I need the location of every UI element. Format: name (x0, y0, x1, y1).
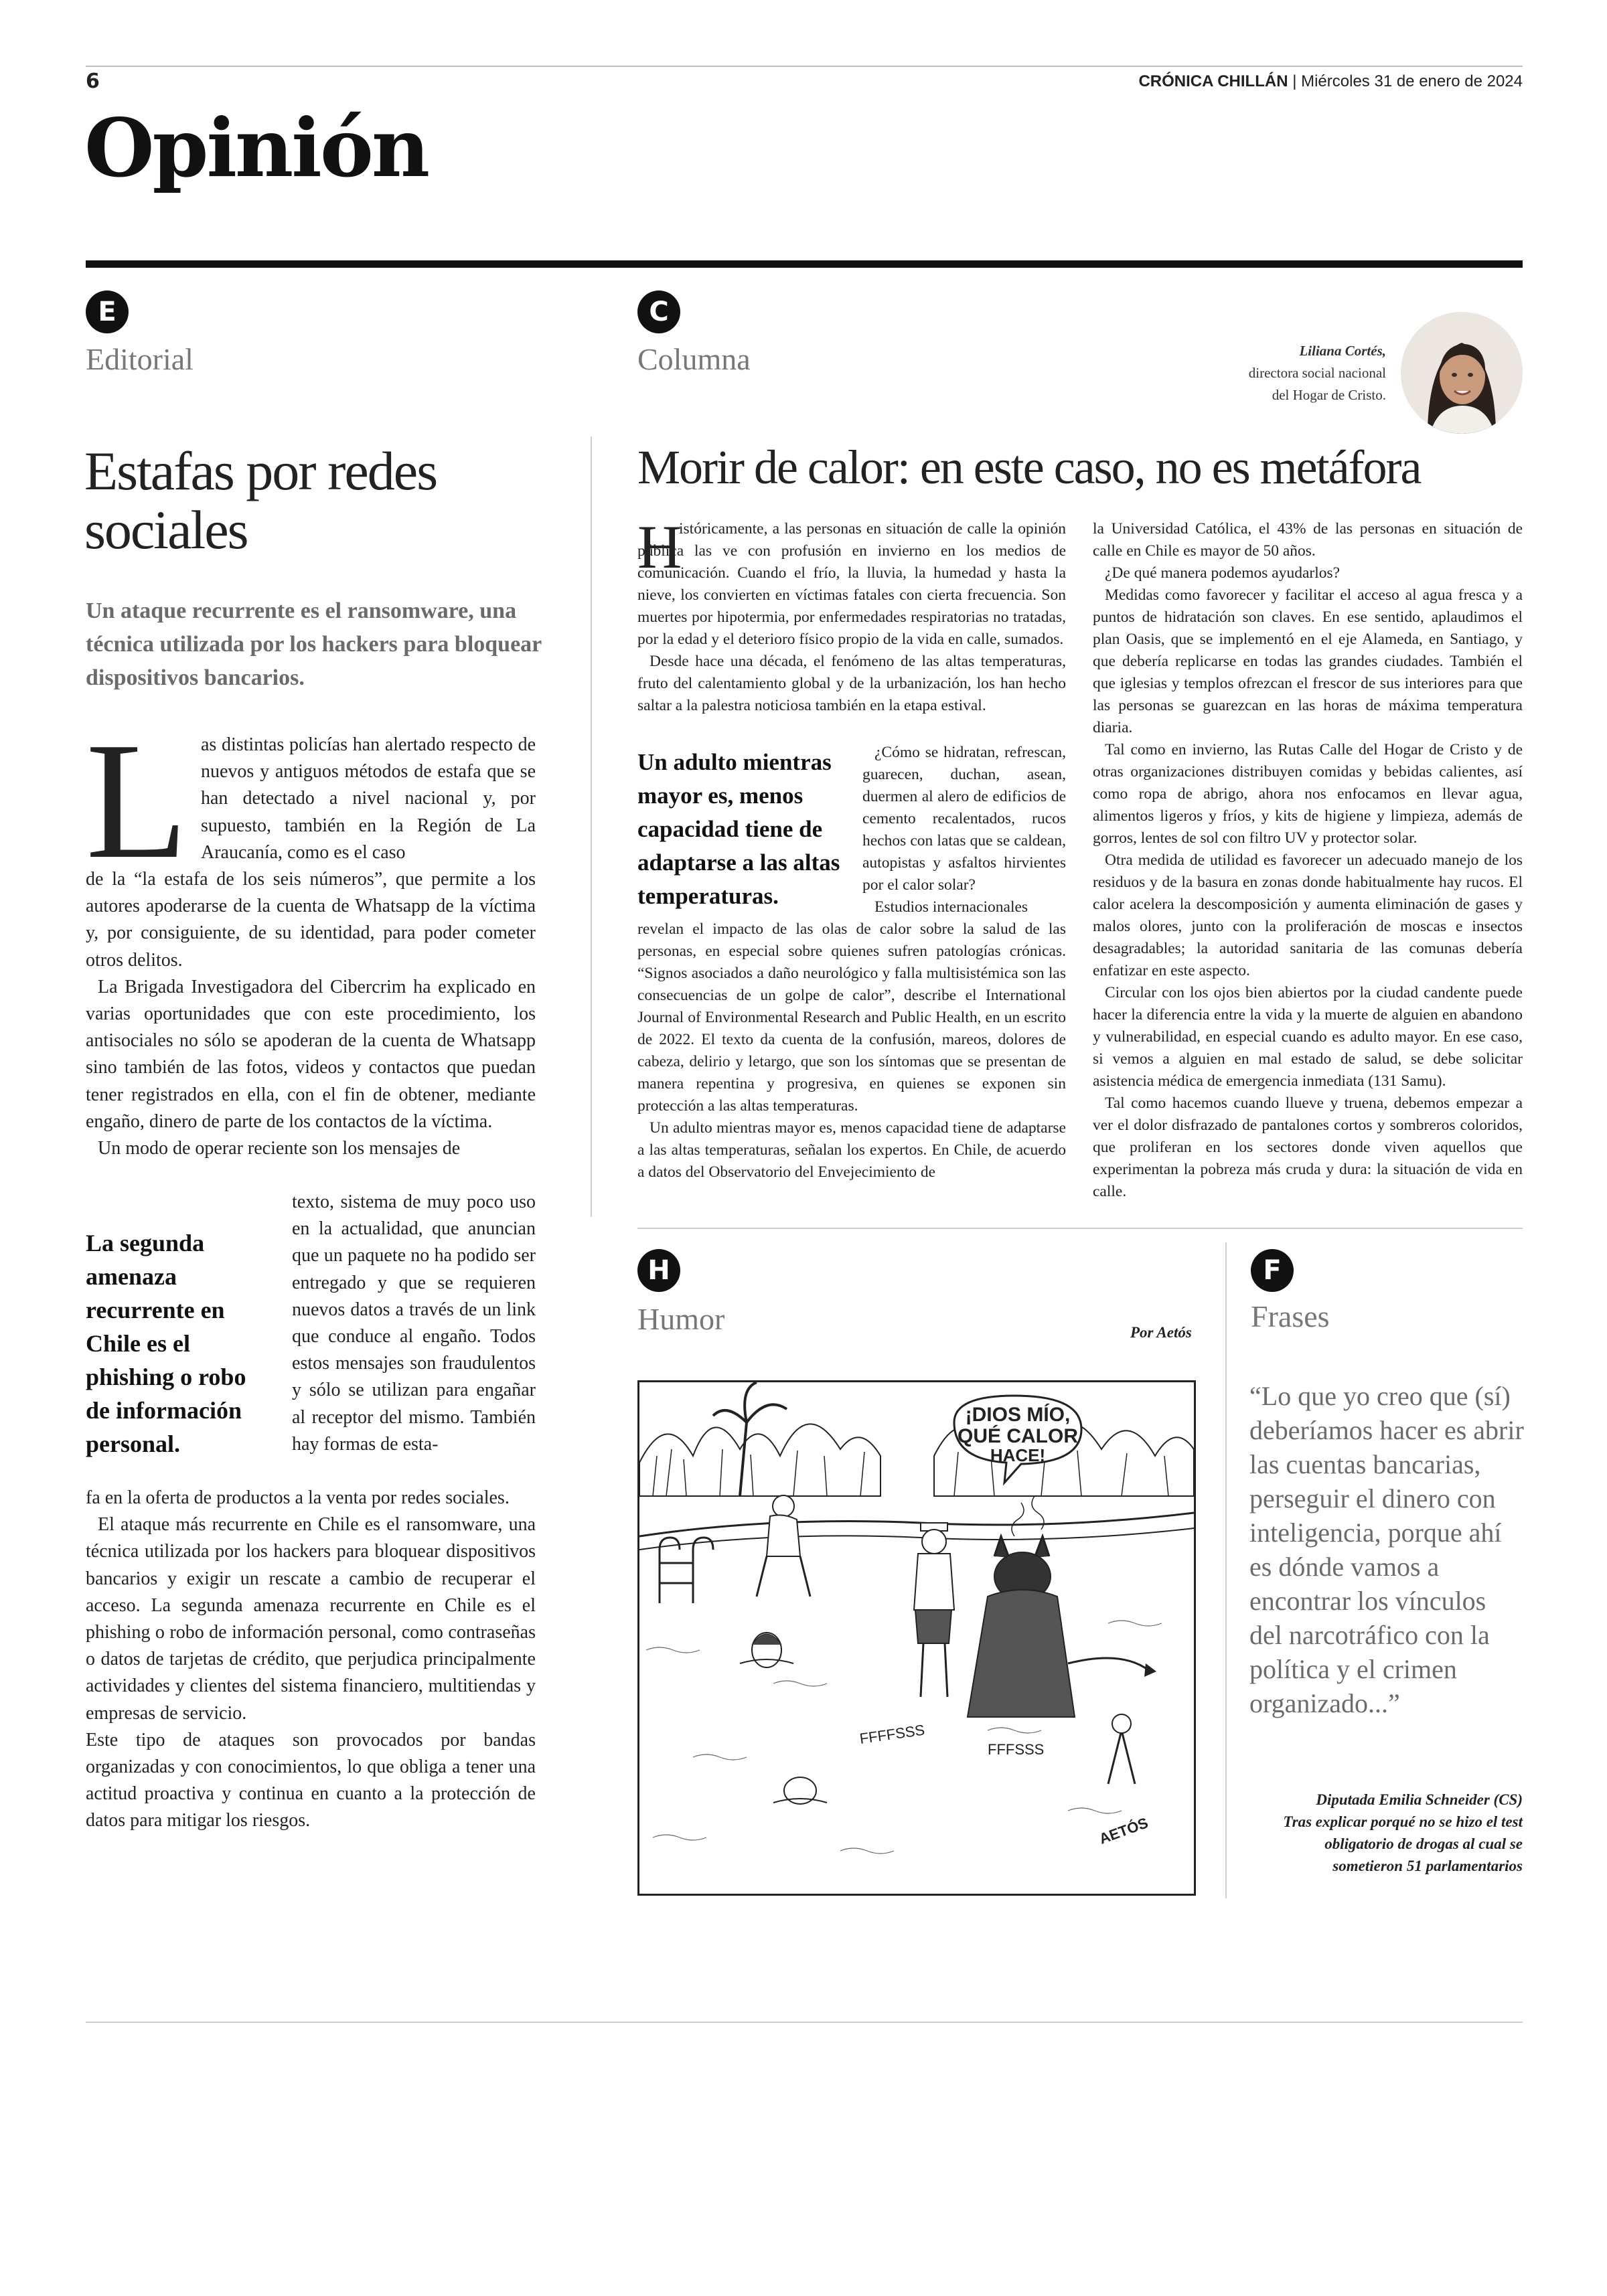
editorial-paragraph-1-top: as distintas policías han alertado respecto de nuevos y antiguos métodos de estafa que se han detectado a nivel nacional y, por supuesto, también en la Región de La Araucanía, como es el caso (201, 734, 536, 863)
author-role-line-1: directora social nacional (1248, 365, 1386, 381)
column-author (1249, 340, 1386, 406)
frases-source (1261, 1789, 1523, 1877)
column-paragraph-7: Tal como en invierno, las Rutas Calle del Hogar de Cristo y de otras organizaciones distribuyen comidas y bebidas calientes, así como ropa de abrigo, ahora nos enfocamos en llevar agua, alimentos ligeros y fríos, y kits de higiene y limpieza, además de gorros, lentes de sol con filtro UV y protector solar. (1093, 741, 1523, 847)
page-number: 6 (86, 70, 100, 93)
section-rule (86, 260, 1523, 268)
column-paragraph-8: Otra medida de utilidad es favorecer un adecuado manejo de los residuos y de la basura en zonas donde habitualmente hay rucos. El calor acelera la descomposición y aumenta eliminación de gases y malos olores, junto con la proliferación de moscas e insectos desagradables; la autoridad sanitaria de las comunas debería enfatizar en este aspecto. (1093, 851, 1523, 979)
editorial-pull-quote: La segunda amenaza recurrente en Chile es el phishing o robo de información personal. (86, 1230, 246, 1457)
column-paragraph-2: Desde hace una década, el fenómeno de las altas temperaturas, fruto del calentamiento global y de la urbanización, los han hecho saltar a la palestra noticiosa también en la etapa estival. (637, 653, 1066, 714)
column-text-a-lower (637, 918, 1066, 1183)
column-paragraph-9: Circular con los ojos bien abiertos por la ciudad candente puede hacer la diferencia entre la vida y la muerte de alguien en abandono y vulnerabilidad, en especial cuando es adulto mayor. En ese caso, si vemos a alguien en mal estado de salud, se debe solicitar asistencia médica de emergencia inmediata (131 Samu). (1093, 984, 1523, 1090)
editorial-paragraph-4: El ataque más recurrente en Chile es el ransomware, una técnica utilizada por los hackers para bloquear dispositivos bancarios y exigir un rescate a cambio de recuperar el acceso. La segunda amenaza recurrente en Chile es el phishing o robo de información personal, como contraseñas o datos de tarjetas de crédito, que perjudica principalmente actividades y clientes del sistema financiero, multitiendas y empresas de servicio. (86, 1514, 536, 1724)
cartoon-byline: Por Aetós (1130, 1324, 1192, 1341)
editorial-paragraph-5: Este tipo de ataques son provocados por bandas organizadas y con conocimientos, lo que obliga a tener una actitud proactiva y continua en cuanto a la protección de datos para mitigar los riesgos. (86, 1729, 536, 1831)
speech-line-3: HACE! (990, 1445, 1046, 1465)
editorial-body (86, 866, 536, 1162)
frases-divider (1225, 1242, 1227, 1898)
editorial-label: Editorial (86, 342, 194, 376)
frases-badge: F (1251, 1249, 1294, 1292)
column-text-a (637, 513, 1066, 717)
editorial-headline: Estafas por redes sociales (84, 440, 437, 560)
cartoon-sfx-2: FFFSSS (988, 1741, 1045, 1758)
column-badge: C (637, 291, 680, 333)
author-photo (1401, 312, 1523, 434)
editorial-lead: Un ataque recurrente es el ransomware, una técnica utilizada por los hackers para bloquear dispositivos bancarios. (86, 598, 542, 690)
column-label: Columna (637, 342, 751, 376)
quote-source-context: Tras explicar porqué no se hizo el test obligatorio de drogas al cual se sometieron 51 parlamentarios (1283, 1813, 1523, 1874)
speech-line-2: QUÉ CALOR (958, 1425, 1078, 1447)
top-rule (86, 66, 1523, 67)
frases-label: Frases (1251, 1299, 1330, 1333)
column-dropcap: H (637, 513, 682, 581)
speech-line-1: ¡DIOS MÍO, (965, 1404, 1071, 1426)
humor-label: Humor (637, 1302, 725, 1336)
editorial-paragraph-3-end: fa en la oferta de productos a la venta por redes sociales. (86, 1487, 510, 1508)
column-paragraph-3: revelan el impacto de las olas de calor sobre la salud de las personas, en especial sobre quienes sufren patologías crónicas. “Signos asociados a daño neurológico y falla multisistémica son las consecuencias de un golpe de calor”, describe el International Journal of Environmental Research and Public Health, en un escrito de 2022. El texto da cuenta de la confusión, mareos, dolores de cabeza, delirio y letargo, que son los síntomas que se presentan de manera repentina y progresiva, en quienes se exponen sin protección a las altas temperaturas. (637, 920, 1066, 1115)
humor-badge: H (637, 1249, 680, 1292)
author-name: Liliana Cortés, (1299, 343, 1386, 359)
editorial-paragraph-1: de la “la estafa de los seis números”, que permite a los autores apoderarse de la cuenta de Whatsapp de la víctima y, por consiguiente, de su identidad, para poder cometer otros delitos. (86, 869, 536, 971)
editorial-badge: E (86, 291, 129, 333)
editorial-narrow-text: texto, sistema de muy poco uso en la actualidad, que anuncian que un paquete no ha podido ser entregado y que se requieren nuevos datos a través de un link que conduce al engaño. Todos estos mensajes son fraudulentos y sólo se utilizan para engañar al receptor del mismo. También hay formas de esta- (292, 1192, 536, 1455)
column-paragraph-4: Un adulto mientras mayor es, menos capacidad tiene de adaptarse a las altas temperaturas, señalan los expertos. En Chile, de acuerdo a datos del Observatorio del Envejecimiento de (637, 1119, 1066, 1181)
author-role-line-2: del Hogar de Cristo. (1272, 387, 1386, 403)
publication-name: CRÓNICA CHILLÁN (1138, 72, 1288, 90)
column-paragraph-1: istóricamente, a las personas en situación de calle la opinión pública las ve con profusión en invierno en los medios de comunicación. Cuando el frío, la lluvia, la humedad y hasta la nieve, los convierten en víctimas fatales con cierta frecuencia. Son muertes por hipotermia, por enfermedades respiratorias no tratadas, por la edad y el deterioro físico propio de la vida en calle, sumados. (637, 520, 1066, 648)
quote-source-name: Diputada Emilia Schneider (CS) (1316, 1791, 1523, 1808)
cartoon-sfx-1: FFFFSSS (858, 1721, 926, 1747)
cartoon-signature: AETÓS (1097, 1814, 1150, 1848)
column-bottom-rule (637, 1228, 1523, 1229)
editorial-dropcap: L (86, 708, 188, 894)
editorial-paragraph-2: La Brigada Investigadora del Cibercrim ha explicado en varias oportunidades que con este procedimiento, los antisociales no sólo se apoderan de la cuenta de Whatsapp sino también de las fotos, videos y contactos que puedan tener registrados en ella, con el fin de obtener, mediante engaño, dinero de parte de los contactos de la víctima. (86, 976, 536, 1132)
column-divider (591, 436, 592, 1217)
bottom-rule (86, 2022, 1523, 2023)
column-headline: Morir de calor: en este caso, no es metáfora (637, 440, 1421, 494)
frases-quote: “Lo que yo creo que (sí) deberíamos hacer es abrir las cuentas bancarias, perseguir el dinero con inteligencia, porque ahí es dónde vamos a encontrar los vínculos del narcotráfico con la política y el crimen organizado...” (1249, 1381, 1524, 1718)
editorial-paragraph-3-start: Un modo de operar reciente son los mensajes de (98, 1138, 461, 1159)
humor-cartoon (637, 1380, 1196, 1896)
column-narrow-text: ¿Cómo se hidratan, refrescan, guarecen, duchan, asean, duermen al alero de edificios de cemento recalentados, rucos hechos con latas que se caldean, autopistas y asfaltos hirvientes por el calor solar? Estudios internacionales (862, 742, 1066, 918)
column-paragraph-5: la Universidad Católica, el 43% de las personas en situación de calle en Chile es mayor de 50 años. (1093, 520, 1523, 560)
column-paragraph-3-start: Estudios internacionales (874, 898, 1028, 916)
section-title: Opinión (84, 101, 429, 195)
editorial-body-lower (86, 1485, 536, 1835)
issue-date: Miércoles 31 de enero de 2024 (1301, 72, 1523, 90)
column-pull-quote: Un adulto mientras mayor es, menos capacidad tiene de adaptarse a las altas temperaturas. (637, 749, 840, 909)
column-paragraph-6: Medidas como favorecer y facilitar el acceso al agua fresca y a puntos de hidratación son claves. En ese sentido, aplaudimos el plan Oasis, que se implementó en el eje Alameda, en Santiago, y que debería replicarse en todas las grandes ciudades. También el que iglesias y templos ofrezcan el frescor de sus interiores para que las personas se guarezcan en las horas de máxima temperatura diaria. (1093, 586, 1523, 736)
column-question: ¿De qué manera podemos ayudarlos? (1105, 564, 1341, 582)
column-paragraph-10: Tal como hacemos cuando llueve y truena, debemos empezar a ver el dolor disfrazado de pantalones cortos y sombreros coloridos, que proliferan en los sectores donde viven aquellos que experimentan la pobreza más cruda y dura: la situación de vida en calle. (1093, 1094, 1523, 1200)
column-text-b (1093, 518, 1523, 1203)
masthead: CRÓNICA CHILLÁN | Miércoles 31 de enero de 2024 (1138, 72, 1523, 90)
